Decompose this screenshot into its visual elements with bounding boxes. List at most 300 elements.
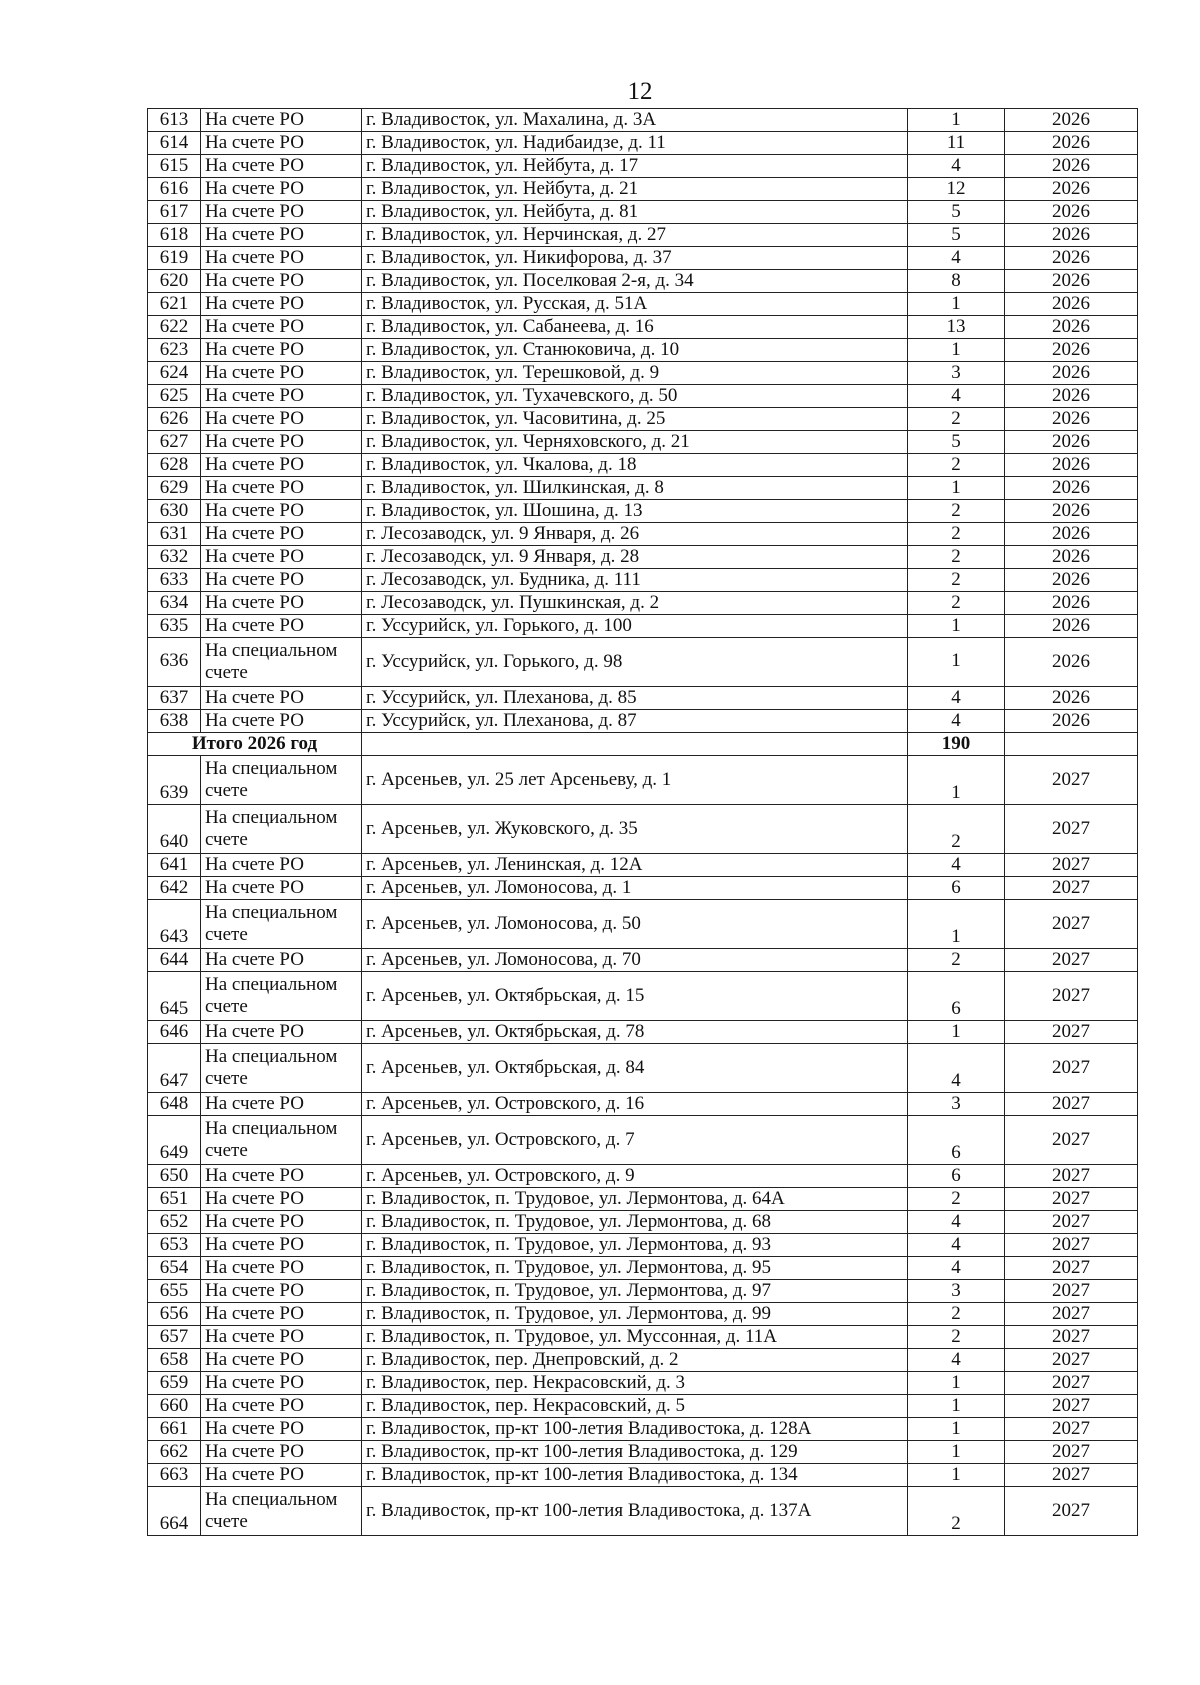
year: 2026 xyxy=(1005,339,1138,362)
row-number: 616 xyxy=(148,178,201,201)
row-number: 633 xyxy=(148,569,201,592)
account-type: На счете РО xyxy=(201,877,362,900)
row-number: 656 xyxy=(148,1303,201,1326)
address: г. Лесозаводск, ул. Пушкинская, д. 2 xyxy=(362,592,908,615)
count: 2 xyxy=(908,523,1005,546)
year: 2026 xyxy=(1005,615,1138,638)
table-row xyxy=(148,805,1138,854)
count: 8 xyxy=(908,270,1005,293)
row-number: 659 xyxy=(148,1372,201,1395)
address: г. Владивосток, п. Трудовое, ул. Лермонтова, д. 93 xyxy=(362,1234,908,1257)
count: 1 xyxy=(908,477,1005,500)
year: 2026 xyxy=(1005,201,1138,224)
year: 2026 xyxy=(1005,293,1138,316)
account-type: На счете РО xyxy=(201,500,362,523)
account-type: На счете РО xyxy=(201,224,362,247)
account-type: На специальном счете xyxy=(201,1044,362,1093)
address: г. Владивосток, ул. Нейбута, д. 81 xyxy=(362,201,908,224)
account-type: На счете РО xyxy=(201,293,362,316)
year: 2026 xyxy=(1005,247,1138,270)
count: 5 xyxy=(908,201,1005,224)
table-row xyxy=(148,1372,1138,1395)
count: 1 xyxy=(908,615,1005,638)
count: 1 xyxy=(908,1441,1005,1464)
row-number: 625 xyxy=(148,385,201,408)
table-row xyxy=(148,569,1138,592)
address: г. Владивосток, пер. Днепровский, д. 2 xyxy=(362,1349,908,1372)
address: г. Владивосток, пр-кт 100-летия Владивостока, д. 134 xyxy=(362,1464,908,1487)
address: г. Владивосток, ул. Шошина, д. 13 xyxy=(362,500,908,523)
row-number: 644 xyxy=(148,949,201,972)
account-type: На счете РО xyxy=(201,1441,362,1464)
row-number: 615 xyxy=(148,155,201,178)
row-number: 637 xyxy=(148,687,201,710)
row-number: 628 xyxy=(148,454,201,477)
year: 2026 xyxy=(1005,592,1138,615)
table-row xyxy=(148,201,1138,224)
total-empty-cell xyxy=(362,733,908,756)
row-number: 622 xyxy=(148,316,201,339)
row-number: 657 xyxy=(148,1326,201,1349)
address: г. Арсеньев, ул. Островского, д. 9 xyxy=(362,1165,908,1188)
account-type: На специальном счете xyxy=(201,900,362,949)
row-number: 652 xyxy=(148,1211,201,1234)
table-row xyxy=(148,477,1138,500)
count: 2 xyxy=(908,1487,1005,1536)
row-number: 650 xyxy=(148,1165,201,1188)
year: 2026 xyxy=(1005,224,1138,247)
year: 2026 xyxy=(1005,546,1138,569)
address: г. Арсеньев, ул. 25 лет Арсеньеву, д. 1 xyxy=(362,756,908,805)
table-row xyxy=(148,1441,1138,1464)
account-type: На счете РО xyxy=(201,1395,362,1418)
page-number: 12 xyxy=(627,78,653,105)
year: 2027 xyxy=(1005,1093,1138,1116)
address: г. Владивосток, ул. Терешковой, д. 9 xyxy=(362,362,908,385)
year: 2026 xyxy=(1005,687,1138,710)
row-number: 645 xyxy=(148,972,201,1021)
account-type: На специальном счете xyxy=(201,805,362,854)
row-number: 626 xyxy=(148,408,201,431)
table-row xyxy=(148,1303,1138,1326)
row-number: 632 xyxy=(148,546,201,569)
row-number: 646 xyxy=(148,1021,201,1044)
year: 2026 xyxy=(1005,362,1138,385)
count: 2 xyxy=(908,1188,1005,1211)
account-type: На счете РО xyxy=(201,1257,362,1280)
address: г. Арсеньев, ул. Ломоносова, д. 50 xyxy=(362,900,908,949)
account-type: На специальном счете xyxy=(201,756,362,805)
table-row xyxy=(148,431,1138,454)
count: 1 xyxy=(908,1021,1005,1044)
count: 2 xyxy=(908,454,1005,477)
account-type: На счете РО xyxy=(201,710,362,733)
row-number: 618 xyxy=(148,224,201,247)
count: 13 xyxy=(908,316,1005,339)
count: 1 xyxy=(908,1395,1005,1418)
count: 1 xyxy=(908,756,1005,805)
table-row xyxy=(148,592,1138,615)
table-row xyxy=(148,1487,1138,1536)
table-row xyxy=(148,523,1138,546)
year: 2026 xyxy=(1005,408,1138,431)
account-type: На счете РО xyxy=(201,592,362,615)
address: г. Владивосток, п. Трудовое, ул. Муссонная, д. 11А xyxy=(362,1326,908,1349)
year: 2027 xyxy=(1005,1303,1138,1326)
address: г. Владивосток, п. Трудовое, ул. Лермонтова, д. 97 xyxy=(362,1280,908,1303)
year: 2027 xyxy=(1005,1211,1138,1234)
table-row xyxy=(148,109,1138,132)
account-type: На счете РО xyxy=(201,1165,362,1188)
account-type: На счете РО xyxy=(201,949,362,972)
count: 2 xyxy=(908,569,1005,592)
account-type: На специальном счете xyxy=(201,972,362,1021)
table-row xyxy=(148,687,1138,710)
year: 2027 xyxy=(1005,877,1138,900)
row-number: 621 xyxy=(148,293,201,316)
account-type: На счете РО xyxy=(201,1188,362,1211)
address: г. Уссурийск, ул. Плеханова, д. 87 xyxy=(362,710,908,733)
count: 4 xyxy=(908,1349,1005,1372)
account-type: На счете РО xyxy=(201,1349,362,1372)
table-row xyxy=(148,362,1138,385)
year: 2026 xyxy=(1005,523,1138,546)
account-type: На счете РО xyxy=(201,1093,362,1116)
row-number: 642 xyxy=(148,877,201,900)
address: г. Лесозаводск, ул. Будника, д. 111 xyxy=(362,569,908,592)
account-type: На счете РО xyxy=(201,854,362,877)
count: 2 xyxy=(908,592,1005,615)
table-row xyxy=(148,972,1138,1021)
count: 12 xyxy=(908,178,1005,201)
count: 1 xyxy=(908,1418,1005,1441)
row-number: 660 xyxy=(148,1395,201,1418)
address: г. Арсеньев, ул. Ломоносова, д. 1 xyxy=(362,877,908,900)
table-row xyxy=(148,247,1138,270)
address: г. Арсеньев, ул. Октябрьская, д. 15 xyxy=(362,972,908,1021)
registry-table xyxy=(147,108,1138,1536)
table-row xyxy=(148,1021,1138,1044)
table-row xyxy=(148,270,1138,293)
count: 1 xyxy=(908,900,1005,949)
year: 2027 xyxy=(1005,949,1138,972)
table-row xyxy=(148,454,1138,477)
address: г. Владивосток, пр-кт 100-летия Владивостока, д. 137А xyxy=(362,1487,908,1536)
table-row xyxy=(148,1044,1138,1093)
address: г. Владивосток, пер. Некрасовский, д. 3 xyxy=(362,1372,908,1395)
row-number: 639 xyxy=(148,756,201,805)
row-number: 635 xyxy=(148,615,201,638)
year: 2026 xyxy=(1005,431,1138,454)
year: 2026 xyxy=(1005,316,1138,339)
row-number: 620 xyxy=(148,270,201,293)
address: г. Владивосток, ул. Махалина, д. 3А xyxy=(362,109,908,132)
year: 2027 xyxy=(1005,1165,1138,1188)
address: г. Владивосток, ул. Сабанеева, д. 16 xyxy=(362,316,908,339)
count: 2 xyxy=(908,1303,1005,1326)
account-type: На счете РО xyxy=(201,132,362,155)
year: 2027 xyxy=(1005,805,1138,854)
account-type: На счете РО xyxy=(201,615,362,638)
account-type: На счете РО xyxy=(201,201,362,224)
account-type: На счете РО xyxy=(201,454,362,477)
address: г. Арсеньев, ул. Октябрьская, д. 84 xyxy=(362,1044,908,1093)
year: 2027 xyxy=(1005,1487,1138,1536)
table-row xyxy=(148,1257,1138,1280)
year: 2026 xyxy=(1005,270,1138,293)
table-row xyxy=(148,1116,1138,1165)
total-row xyxy=(148,733,1138,756)
address: г. Уссурийск, ул. Горького, д. 100 xyxy=(362,615,908,638)
year: 2026 xyxy=(1005,569,1138,592)
count: 4 xyxy=(908,155,1005,178)
count: 4 xyxy=(908,687,1005,710)
year: 2027 xyxy=(1005,1395,1138,1418)
table-row xyxy=(148,155,1138,178)
account-type: На счете РО xyxy=(201,1372,362,1395)
address: г. Уссурийск, ул. Плеханова, д. 85 xyxy=(362,687,908,710)
year: 2027 xyxy=(1005,972,1138,1021)
account-type: На счете РО xyxy=(201,431,362,454)
account-type: На счете РО xyxy=(201,408,362,431)
row-number: 624 xyxy=(148,362,201,385)
year: 2027 xyxy=(1005,756,1138,805)
table-row xyxy=(148,385,1138,408)
row-number: 640 xyxy=(148,805,201,854)
year: 2026 xyxy=(1005,638,1138,687)
year: 2026 xyxy=(1005,132,1138,155)
count: 2 xyxy=(908,1326,1005,1349)
count: 6 xyxy=(908,877,1005,900)
account-type: На счете РО xyxy=(201,270,362,293)
account-type: На счете РО xyxy=(201,1280,362,1303)
account-type: На счете РО xyxy=(201,339,362,362)
row-number: 658 xyxy=(148,1349,201,1372)
account-type: На счете РО xyxy=(201,109,362,132)
count: 11 xyxy=(908,132,1005,155)
address: г. Арсеньев, ул. Жуковского, д. 35 xyxy=(362,805,908,854)
row-number: 631 xyxy=(148,523,201,546)
account-type: На счете РО xyxy=(201,155,362,178)
row-number: 629 xyxy=(148,477,201,500)
account-type: На счете РО xyxy=(201,523,362,546)
year: 2027 xyxy=(1005,1418,1138,1441)
account-type: На счете РО xyxy=(201,546,362,569)
table-row xyxy=(148,756,1138,805)
year: 2027 xyxy=(1005,854,1138,877)
table-row xyxy=(148,1188,1138,1211)
count: 3 xyxy=(908,1093,1005,1116)
row-number: 630 xyxy=(148,500,201,523)
table-row xyxy=(148,854,1138,877)
count: 1 xyxy=(908,1464,1005,1487)
account-type: На счете РО xyxy=(201,247,362,270)
account-type: На счете РО xyxy=(201,687,362,710)
count: 4 xyxy=(908,1257,1005,1280)
address: г. Владивосток, ул. Поселковая 2-я, д. 34 xyxy=(362,270,908,293)
count: 6 xyxy=(908,972,1005,1021)
count: 1 xyxy=(908,109,1005,132)
count: 4 xyxy=(908,854,1005,877)
count: 3 xyxy=(908,362,1005,385)
count: 2 xyxy=(908,500,1005,523)
year: 2027 xyxy=(1005,1441,1138,1464)
address: г. Арсеньев, ул. Октябрьская, д. 78 xyxy=(362,1021,908,1044)
table-row xyxy=(148,1326,1138,1349)
year: 2027 xyxy=(1005,1234,1138,1257)
row-number: 638 xyxy=(148,710,201,733)
row-number: 647 xyxy=(148,1044,201,1093)
row-number: 663 xyxy=(148,1464,201,1487)
year: 2027 xyxy=(1005,1349,1138,1372)
address: г. Владивосток, ул. Никифорова, д. 37 xyxy=(362,247,908,270)
address: г. Владивосток, п. Трудовое, ул. Лермонтова, д. 68 xyxy=(362,1211,908,1234)
address: г. Владивосток, ул. Тухачевского, д. 50 xyxy=(362,385,908,408)
row-number: 654 xyxy=(148,1257,201,1280)
row-number: 664 xyxy=(148,1487,201,1536)
account-type: На специальном счете xyxy=(201,1116,362,1165)
year: 2027 xyxy=(1005,1280,1138,1303)
count: 2 xyxy=(908,949,1005,972)
address: г. Владивосток, пер. Некрасовский, д. 5 xyxy=(362,1395,908,1418)
account-type: На специальном счете xyxy=(201,1487,362,1536)
table-row xyxy=(148,224,1138,247)
table-row xyxy=(148,293,1138,316)
year: 2027 xyxy=(1005,1372,1138,1395)
address: г. Владивосток, пр-кт 100-летия Владивостока, д. 128А xyxy=(362,1418,908,1441)
account-type: На счете РО xyxy=(201,1326,362,1349)
address: г. Владивосток, ул. Шилкинская, д. 8 xyxy=(362,477,908,500)
row-number: 623 xyxy=(148,339,201,362)
account-type: На счете РО xyxy=(201,1234,362,1257)
address: г. Уссурийск, ул. Горького, д. 98 xyxy=(362,638,908,687)
registry-table-body xyxy=(148,109,1138,1536)
year: 2026 xyxy=(1005,477,1138,500)
address: г. Владивосток, ул. Нейбута, д. 21 xyxy=(362,178,908,201)
row-number: 613 xyxy=(148,109,201,132)
table-row xyxy=(148,178,1138,201)
table-row xyxy=(148,900,1138,949)
address: г. Арсеньев, ул. Ленинская, д. 12А xyxy=(362,854,908,877)
year: 2027 xyxy=(1005,1464,1138,1487)
account-type: На счете РО xyxy=(201,1021,362,1044)
account-type: На счете РО xyxy=(201,1211,362,1234)
table-row xyxy=(148,546,1138,569)
account-type: На счете РО xyxy=(201,477,362,500)
row-number: 614 xyxy=(148,132,201,155)
count: 4 xyxy=(908,1234,1005,1257)
address: г. Владивосток, п. Трудовое, ул. Лермонтова, д. 99 xyxy=(362,1303,908,1326)
year: 2027 xyxy=(1005,1044,1138,1093)
row-number: 651 xyxy=(148,1188,201,1211)
table-row xyxy=(148,500,1138,523)
account-type: На счете РО xyxy=(201,569,362,592)
address: г. Лесозаводск, ул. 9 Января, д. 28 xyxy=(362,546,908,569)
account-type: На счете РО xyxy=(201,1464,362,1487)
count: 4 xyxy=(908,247,1005,270)
address: г. Владивосток, ул. Станюковича, д. 10 xyxy=(362,339,908,362)
table-row xyxy=(148,615,1138,638)
address: г. Владивосток, п. Трудовое, ул. Лермонтова, д. 64А xyxy=(362,1188,908,1211)
year: 2026 xyxy=(1005,454,1138,477)
account-type: На счете РО xyxy=(201,1303,362,1326)
address: г. Владивосток, ул. Надибаидзе, д. 11 xyxy=(362,132,908,155)
row-number: 636 xyxy=(148,638,201,687)
year: 2027 xyxy=(1005,1116,1138,1165)
address: г. Владивосток, ул. Нерчинская, д. 27 xyxy=(362,224,908,247)
address: г. Арсеньев, ул. Ломоносова, д. 70 xyxy=(362,949,908,972)
year: 2026 xyxy=(1005,500,1138,523)
address: г. Владивосток, пр-кт 100-летия Владивостока, д. 129 xyxy=(362,1441,908,1464)
total-count: 190 xyxy=(908,733,1005,756)
year: 2027 xyxy=(1005,1326,1138,1349)
count: 1 xyxy=(908,339,1005,362)
address: г. Арсеньев, ул. Островского, д. 16 xyxy=(362,1093,908,1116)
table-row xyxy=(148,1234,1138,1257)
year: 2026 xyxy=(1005,109,1138,132)
address: г. Владивосток, ул. Чкалова, д. 18 xyxy=(362,454,908,477)
count: 4 xyxy=(908,1044,1005,1093)
year: 2026 xyxy=(1005,385,1138,408)
row-number: 661 xyxy=(148,1418,201,1441)
year: 2026 xyxy=(1005,155,1138,178)
total-empty-cell xyxy=(1005,733,1138,756)
address: г. Владивосток, п. Трудовое, ул. Лермонтова, д. 95 xyxy=(362,1257,908,1280)
table-row xyxy=(148,1418,1138,1441)
address: г. Арсеньев, ул. Островского, д. 7 xyxy=(362,1116,908,1165)
table-row xyxy=(148,638,1138,687)
address: г. Владивосток, ул. Часовитина, д. 25 xyxy=(362,408,908,431)
count: 4 xyxy=(908,385,1005,408)
row-number: 634 xyxy=(148,592,201,615)
count: 2 xyxy=(908,805,1005,854)
account-type: На счете РО xyxy=(201,316,362,339)
count: 1 xyxy=(908,1372,1005,1395)
year: 2027 xyxy=(1005,1188,1138,1211)
account-type: На счете РО xyxy=(201,1418,362,1441)
count: 1 xyxy=(908,638,1005,687)
account-type: На счете РО xyxy=(201,385,362,408)
row-number: 649 xyxy=(148,1116,201,1165)
year: 2026 xyxy=(1005,710,1138,733)
row-number: 627 xyxy=(148,431,201,454)
count: 4 xyxy=(908,1211,1005,1234)
count: 2 xyxy=(908,546,1005,569)
table-row xyxy=(148,1165,1138,1188)
account-type: На специальном счете xyxy=(201,638,362,687)
table-row xyxy=(148,877,1138,900)
address: г. Владивосток, ул. Нейбута, д. 17 xyxy=(362,155,908,178)
row-number: 643 xyxy=(148,900,201,949)
year: 2027 xyxy=(1005,900,1138,949)
table-row xyxy=(148,710,1138,733)
count: 5 xyxy=(908,431,1005,454)
year: 2027 xyxy=(1005,1021,1138,1044)
table-row xyxy=(148,1211,1138,1234)
table-row xyxy=(148,1280,1138,1303)
row-number: 655 xyxy=(148,1280,201,1303)
table-row xyxy=(148,949,1138,972)
row-number: 648 xyxy=(148,1093,201,1116)
table-row xyxy=(148,1395,1138,1418)
year: 2027 xyxy=(1005,1257,1138,1280)
table-row xyxy=(148,408,1138,431)
count: 1 xyxy=(908,293,1005,316)
row-number: 653 xyxy=(148,1234,201,1257)
account-type: На счете РО xyxy=(201,178,362,201)
table-row xyxy=(148,1349,1138,1372)
row-number: 662 xyxy=(148,1441,201,1464)
